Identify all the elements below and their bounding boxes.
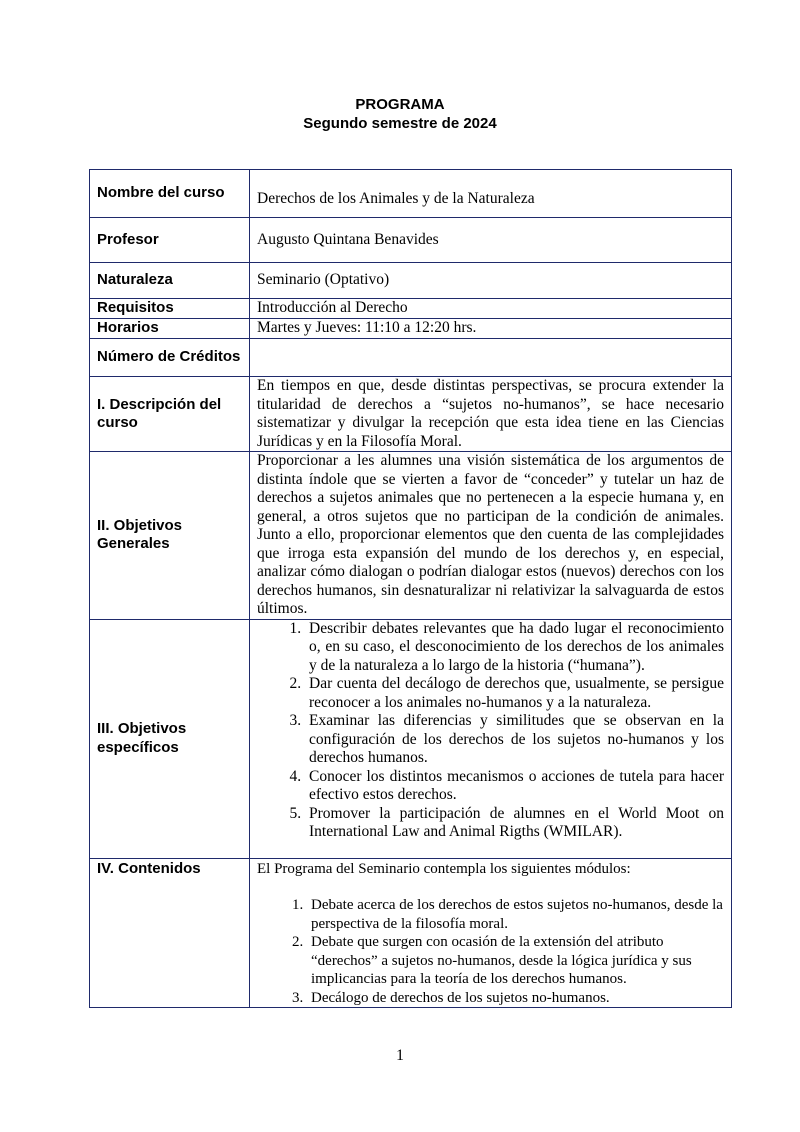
page-header: [0, 95, 800, 133]
label-descripcion: I. Descripción del curso: [90, 377, 250, 452]
row-descripcion: [90, 377, 732, 452]
value-descripcion: En tiempos en que, desde distintas perspectivas, se procura extender la titularidad de derechos a “sujetos no-humanos”, se hace necesario sistematizar y divulgar la recepción que esta idea tiene en las Ciencias Jurídicas y en la Filosofía Moral.: [250, 377, 732, 452]
label-profesor: Profesor: [90, 218, 250, 263]
value-nombre: Derechos de los Animales y de la Naturaleza: [250, 170, 732, 218]
row-objetivos-generales: [90, 452, 732, 620]
value-objetivos-especificos: [250, 619, 732, 858]
value-contenidos: [250, 858, 732, 1008]
objetivos-especificos-list: [257, 620, 724, 842]
row-horarios: [90, 319, 732, 339]
row-profesor: [90, 218, 732, 263]
list-item: 2. Dar cuenta del decálogo de derechos que, usualmente, se persigue reconocer a los animales no-humanos y a la naturaleza.: [305, 675, 724, 712]
label-nombre: Nombre del curso: [90, 170, 250, 218]
row-requisitos: [90, 299, 732, 319]
list-item: 1. Debate acerca de los derechos de estos sujetos no-humanos, desde la perspectiva de la filosofía moral.: [307, 896, 724, 933]
list-item: 3. Examinar las diferencias y similitudes que se observan en la configuración de los derechos de los sujetos no-humanos y los derechos humanos.: [305, 712, 724, 768]
list-item: 4. Conocer los distintos mecanismos o acciones de tutela para hacer efectivo estos derechos.: [305, 768, 724, 805]
contenidos-intro: El Programa del Seminario contempla los siguientes módulos:: [257, 860, 631, 877]
row-nombre: [90, 170, 732, 218]
row-contenidos: [90, 858, 732, 1008]
course-table: [89, 169, 732, 1008]
value-requisitos: Introducción al Derecho: [250, 299, 732, 319]
label-objetivos-generales: II. Objetivos Generales: [90, 452, 250, 620]
value-naturaleza: Seminario (Optativo): [250, 263, 732, 299]
label-creditos: Número de Créditos: [90, 339, 250, 377]
value-creditos: [250, 339, 732, 377]
page-title: PROGRAMA: [355, 96, 445, 113]
contenidos-list: [257, 896, 724, 1007]
label-objetivos-especificos: III. Objetivos específicos: [90, 619, 250, 858]
label-contenidos: IV. Contenidos: [90, 858, 250, 1008]
value-horarios: Martes y Jueves: 11:10 a 12:20 hrs.: [250, 319, 732, 339]
value-profesor: Augusto Quintana Benavides: [250, 218, 732, 263]
list-item: 1. Describir debates relevantes que ha dado lugar el reconocimiento o, en su caso, el desconocimiento de los derechos de los animales y de la naturaleza a lo largo de la historia (“humana”).: [305, 620, 724, 676]
label-naturaleza: Naturaleza: [90, 263, 250, 299]
row-naturaleza: [90, 263, 732, 299]
list-item: 2. Debate que surgen con ocasión de la extensión del atributo “derechos” a sujetos no-humanos, desde la lógica jurídica y sus implicancias para la teoría de los derechos humanos.: [307, 933, 724, 989]
label-requisitos: Requisitos: [90, 299, 250, 319]
label-horarios: Horarios: [90, 319, 250, 339]
page-number: 1: [396, 1047, 404, 1064]
row-creditos: [90, 339, 732, 377]
value-objetivos-generales: Proporcionar a les alumnes una visión sistemática de los argumentos de distinta índole que se vierten a favor de “conceder” y tutelar un haz de derechos a sujetos animales que no pertenecen a la especie humana y, en general, a otros sujetos que no participan de la condición de animales. Junto a ello, proporcionar elementos que den cuenta de las complejidades que irroga esta expansión del mundo de los derechos y, en especial, analizar cómo dialogan o podrían dialogar estos (nuevos) derechos con los derechos humanos, sin desnaturalizar ni relativizar la salvaguarda de estos últimos.: [250, 452, 732, 620]
row-objetivos-especificos: [90, 619, 732, 858]
list-item: 3. Decálogo de derechos de los sujetos no-humanos.: [307, 989, 724, 1008]
page-subtitle: Segundo semestre de 2024: [303, 115, 497, 132]
list-item: 5. Promover la participación de alumnes en el World Moot on International Law and Animal Rigths (WMILAR).: [305, 805, 724, 842]
